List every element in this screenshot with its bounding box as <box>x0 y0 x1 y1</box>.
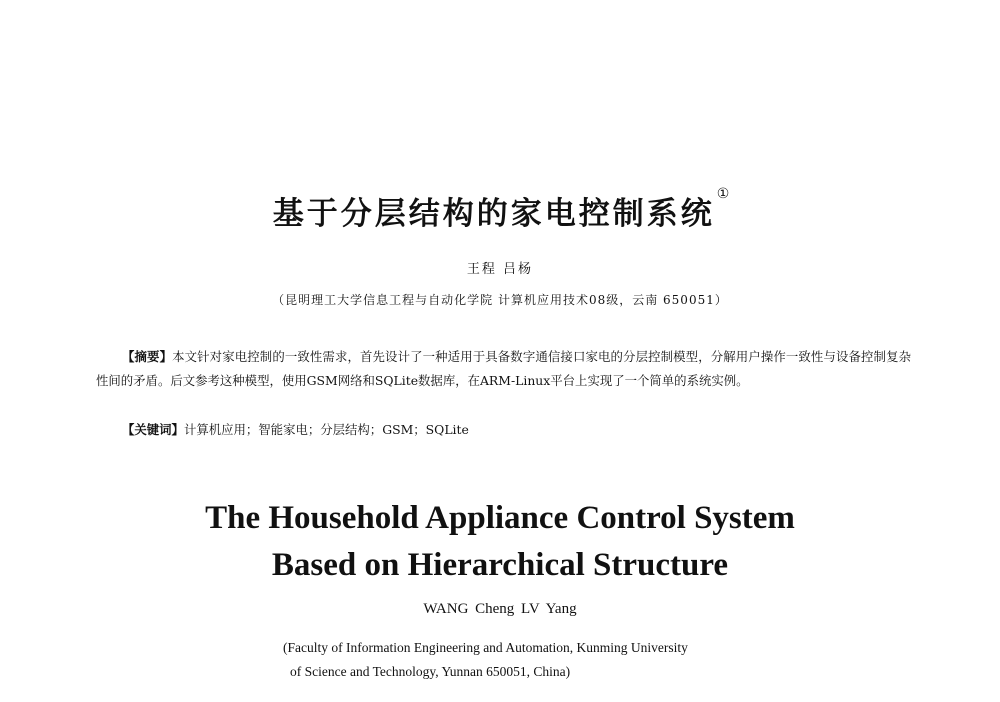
chinese-keywords <box>122 418 912 442</box>
chinese-title-text: 基于分层结构的家电控制系统 <box>272 196 715 232</box>
english-title-line-1: The Household Appliance Control System <box>205 500 795 536</box>
abstract-label: 【摘要】 <box>122 349 173 364</box>
english-affiliation <box>283 636 783 684</box>
footnote-marker: ① <box>716 186 730 202</box>
english-affiliation-line-1: (Faculty of Information Engineering and Automation, Kunming University <box>283 640 688 655</box>
chinese-title <box>0 188 1000 233</box>
english-authors: WANG Cheng LV Yang <box>423 601 577 617</box>
english-affiliation-line-2: of Science and Technology, Yunnan 650051, China) <box>290 664 571 679</box>
keywords-text: 计算机应用；智能家电；分层结构；GSM；SQLite <box>183 422 469 437</box>
english-title <box>0 495 1000 589</box>
chinese-authors: 王程 吕杨 <box>466 262 534 277</box>
chinese-affiliation: （昆明理工大学信息工程与自动化学院 计算机应用技术08级，云南 650051） <box>272 293 728 307</box>
chinese-abstract <box>96 345 911 393</box>
abstract-text: 本文针对家电控制的一致性需求，首先设计了一种适用于具备数字通信接口家电的分层控制模型，分解用户操作一致性与设备控制复杂性间的矛盾。后文参考这种模型，使用GSM网络和SQLite数据库，在ARM-Linux平台上实现了一个简单的系统实例。 <box>96 349 912 388</box>
english-title-line-2: Based on Hierarchical Structure <box>271 547 729 583</box>
keywords-label: 【关键词】 <box>122 422 184 437</box>
